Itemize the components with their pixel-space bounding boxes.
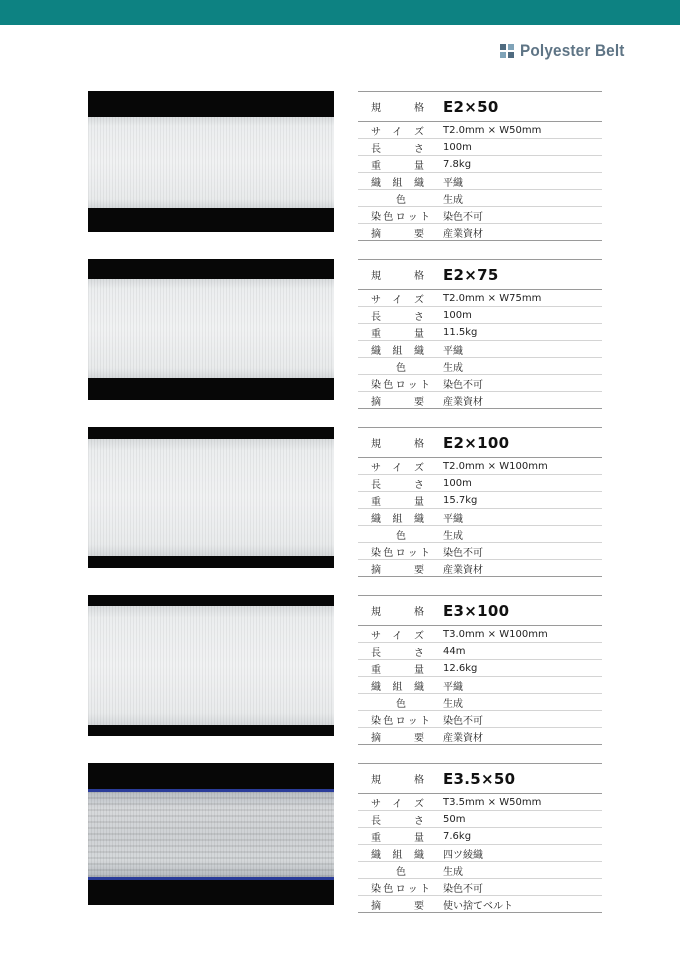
spec-row-size: サイズ T3.5mm × W50mm [358,794,602,811]
spec-row-weave: 織組織 平織 [358,677,602,694]
spec-row-dye-lot: 染色ロット 染色不可 [358,375,602,392]
spec-row-name: 規 格 E3×100 [358,596,602,626]
spec-row-weave: 織組織 平織 [358,173,602,190]
spec-row-remarks: 摘 要 産業資材 [358,392,602,409]
spec-row-size: サイズ T2.0mm × W75mm [358,290,602,307]
belt-sample [88,606,334,725]
spec-row-length: 長 さ 100m [358,475,602,492]
brand-logo [500,40,636,62]
product-name: E3×100 [443,601,510,620]
spec-row-remarks: 摘 要 産業資材 [358,560,602,577]
spec-row-size: サイズ T2.0mm × W50mm [358,122,602,139]
belt-sample [88,279,334,378]
spec-table [358,427,602,577]
spec-row-name: 規 格 E2×50 [358,92,602,122]
spec-table [358,763,602,913]
belt-sample [88,789,334,880]
product-name: E3.5×50 [443,769,516,788]
spec-row-color: 色 生成 [358,862,602,879]
product-name: E2×75 [443,265,499,284]
belt-sample [88,117,334,208]
spec-row-remarks: 摘 要 産業資材 [358,224,602,241]
spec-row-dye-lot: 染色ロット 染色不可 [358,543,602,560]
belt-sample [88,439,334,556]
product-entry [88,763,602,912]
spec-row-weave: 織組織 平織 [358,341,602,358]
product-photo [88,595,334,736]
spec-row-weight: 重 量 7.6kg [358,828,602,845]
spec-table [358,259,602,409]
spec-row-name: 規 格 E3.5×50 [358,764,602,794]
spec-row-size: サイズ T2.0mm × W100mm [358,458,602,475]
spec-row-weave: 織組織 平織 [358,509,602,526]
product-entry [88,91,602,240]
brand-title: Polyester Belt [519,41,625,60]
spec-row-length: 長 さ 50m [358,811,602,828]
spec-row-weave: 織組織 四ツ綾織 [358,845,602,862]
spec-row-color: 色 生成 [358,358,602,375]
spec-row-length: 長 さ 44m [358,643,602,660]
spec-row-color: 色 生成 [358,526,602,543]
spec-row-name: 規 格 E2×75 [358,260,602,290]
spec-row-remarks: 摘 要 産業資材 [358,728,602,745]
product-entry [88,259,602,408]
spec-row-weight: 重 量 12.6kg [358,660,602,677]
product-photo [88,91,334,232]
product-entry [88,427,602,576]
product-name: E2×100 [443,433,510,452]
spec-row-dye-lot: 染色ロット 染色不可 [358,207,602,224]
spec-row-dye-lot: 染色ロット 染色不可 [358,879,602,896]
product-name: E2×50 [443,97,499,116]
spec-row-weight: 重 量 7.8kg [358,156,602,173]
product-photo [88,259,334,400]
spec-table [358,91,602,241]
spec-table [358,595,602,745]
spec-row-color: 色 生成 [358,694,602,711]
spec-row-name: 規 格 E2×100 [358,428,602,458]
spec-row-length: 長 さ 100m [358,139,602,156]
top-accent-bar [0,0,680,25]
product-photo [88,427,334,568]
spec-row-color: 色 生成 [358,190,602,207]
product-photo [88,763,334,905]
spec-row-size: サイズ T3.0mm × W100mm [358,626,602,643]
spec-row-remarks: 摘 要 使い捨てベルト [358,896,602,913]
grid-squares-icon [500,44,514,58]
spec-row-weight: 重 量 11.5kg [358,324,602,341]
spec-row-weight: 重 量 15.7kg [358,492,602,509]
spec-row-length: 長 さ 100m [358,307,602,324]
spec-row-dye-lot: 染色ロット 染色不可 [358,711,602,728]
product-entry [88,595,602,744]
